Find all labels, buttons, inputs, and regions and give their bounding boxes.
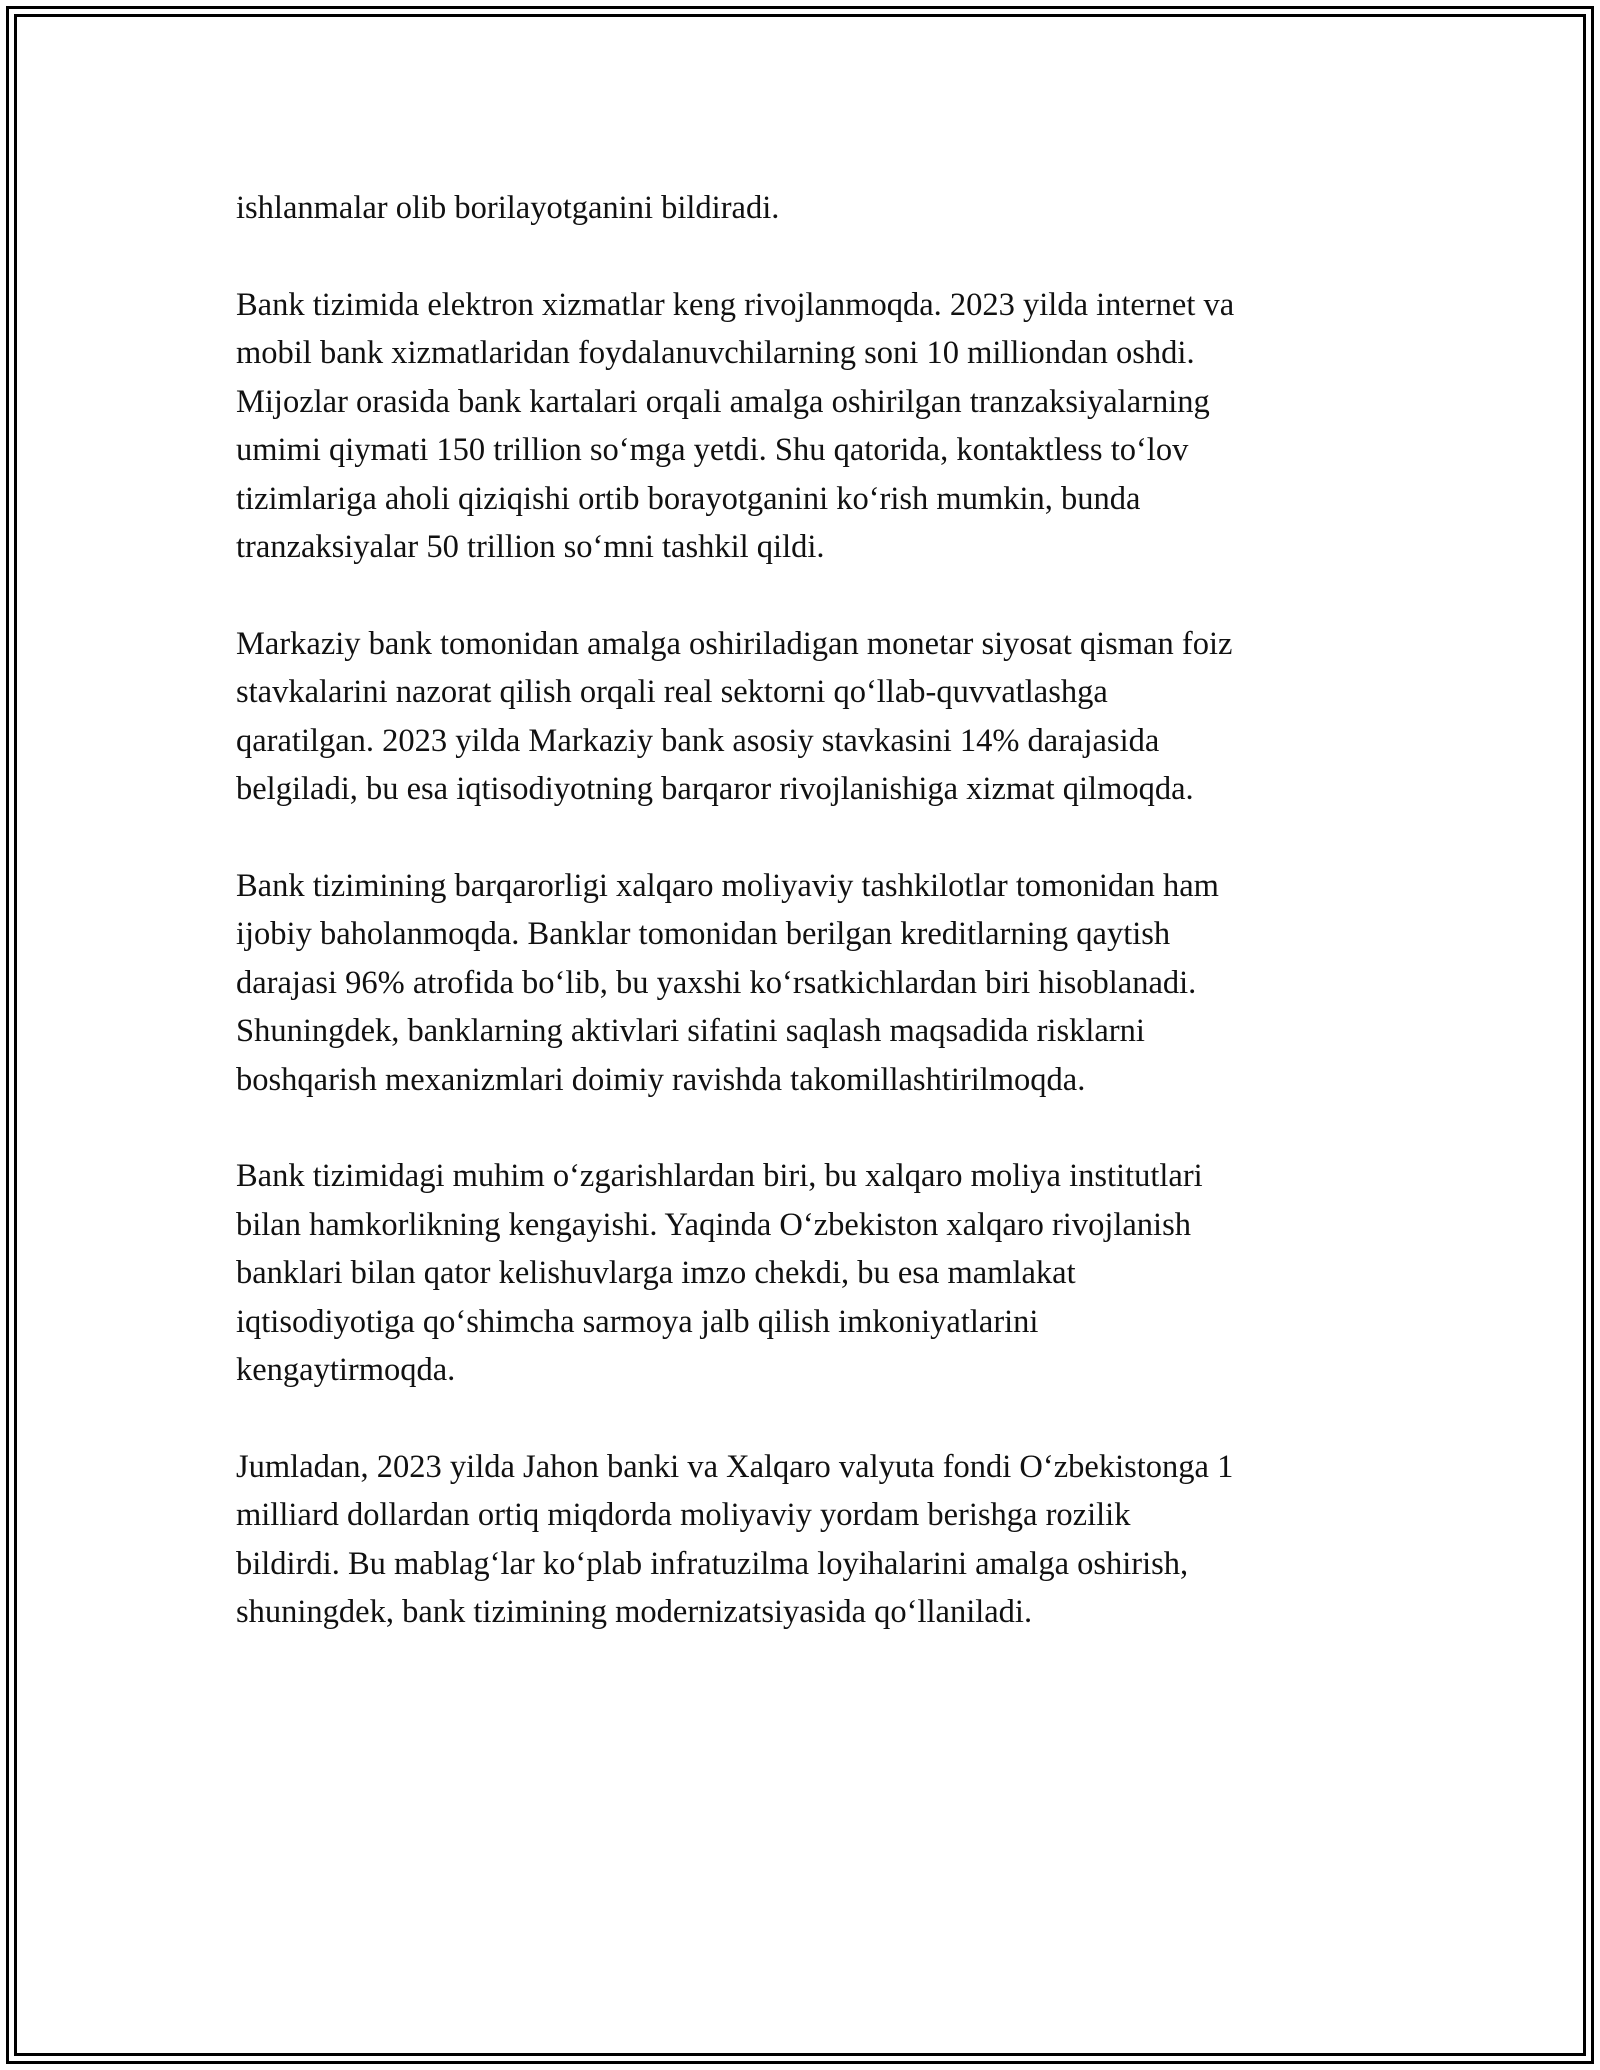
paragraph-3 — [236, 620, 1386, 814]
text-line: Bank tizimining barqarorligi xalqaro moliyaviy tashkilotlar tomonidan ham — [236, 867, 1219, 904]
text-line: banklari bilan qator kelishuvlarga imzo chekdi, bu esa mamlakat — [236, 1255, 1076, 1291]
text-line: tizimlariga aholi qiziqishi ortib borayotganini ko‘rish mumkin, bunda — [236, 480, 1141, 517]
paragraph-1 — [236, 184, 1386, 233]
text-line: umimi qiymati 150 trillion so‘mga yetdi. Shu qatorida, kontaktless to‘lov — [236, 432, 1189, 468]
text-line: Bank tizimida elektron xizmatlar keng rivojlanmoqda. 2023 yilda internet va — [236, 286, 1235, 323]
text-line: ishlanmalar olib borilayotganini bildiradi. — [236, 190, 780, 226]
text-line: stavkalarini nazorat qilish orqali real sektorni qo‘llab-quvvatlashga — [236, 674, 1108, 710]
text-line: Jumladan, 2023 yilda Jahon banki va Xalqaro valyuta fondi O‘zbekistonga 1 — [236, 1448, 1234, 1485]
text-line: ijobiy baholanmoqda. Banklar tomonidan berilgan kreditlarning qaytish — [236, 916, 1171, 952]
text-line: boshqarish mexanizmlari doimiy ravishda takomillashtirilmoqda. — [236, 1061, 1086, 1098]
paragraph-6 — [236, 1443, 1386, 1637]
text-line: bildirdi. Bu mablag‘lar ko‘plab infratuzilma loyihalarini amalga oshirish, — [236, 1545, 1189, 1582]
text-line: mobil bank xizmatlaridan foydalanuvchilarning soni 10 milliondan oshdi. — [236, 335, 1195, 371]
text-line: darajasi 96% atrofida bo‘lib, bu yaxshi ko‘rsatkichlardan biri hisoblanadi. — [236, 964, 1197, 1001]
text-line: Shuningdek, banklarning aktivlari sifatini saqlash maqsadida risklarni — [236, 1013, 1145, 1049]
document-body — [236, 184, 1386, 1685]
text-line: kengaytirmoqda. — [236, 1352, 456, 1388]
text-line: bilan hamkorlikning kengayishi. Yaqinda O‘zbekiston xalqaro rivojlanish — [236, 1206, 1191, 1243]
paragraph-2 — [236, 281, 1386, 572]
text-line: iqtisodiyotiga qo‘shimcha sarmoya jalb qilish imkoniyatlarini — [236, 1303, 1039, 1340]
text-line: tranzaksiyalar 50 trillion so‘mni tashkil qildi. — [236, 529, 825, 565]
text-line: belgiladi, bu esa iqtisodiyotning barqaror rivojlanishiga xizmat qilmoqda. — [236, 771, 1194, 807]
paragraph-4 — [236, 862, 1386, 1105]
text-line: Bank tizimidagi muhim o‘zgarishlardan biri, bu xalqaro moliya institutlari — [236, 1158, 1203, 1194]
text-line: Markaziy bank tomonidan amalga oshiriladigan monetar siyosat qisman foiz — [236, 625, 1233, 662]
text-line: Mijozlar orasida bank kartalari orqali amalga oshirilgan tranzaksiyalarning — [236, 383, 1210, 420]
text-line: shuningdek, bank tizimining modernizatsiyasida qo‘llaniladi. — [236, 1594, 1033, 1630]
text-line: qaratilgan. 2023 yilda Markaziy bank asosiy stavkasini 14% darajasida — [236, 722, 1160, 759]
text-line: milliard dollardan ortiq miqdorda moliyaviy yordam berishga rozilik — [236, 1497, 1131, 1533]
paragraph-5 — [236, 1152, 1386, 1395]
